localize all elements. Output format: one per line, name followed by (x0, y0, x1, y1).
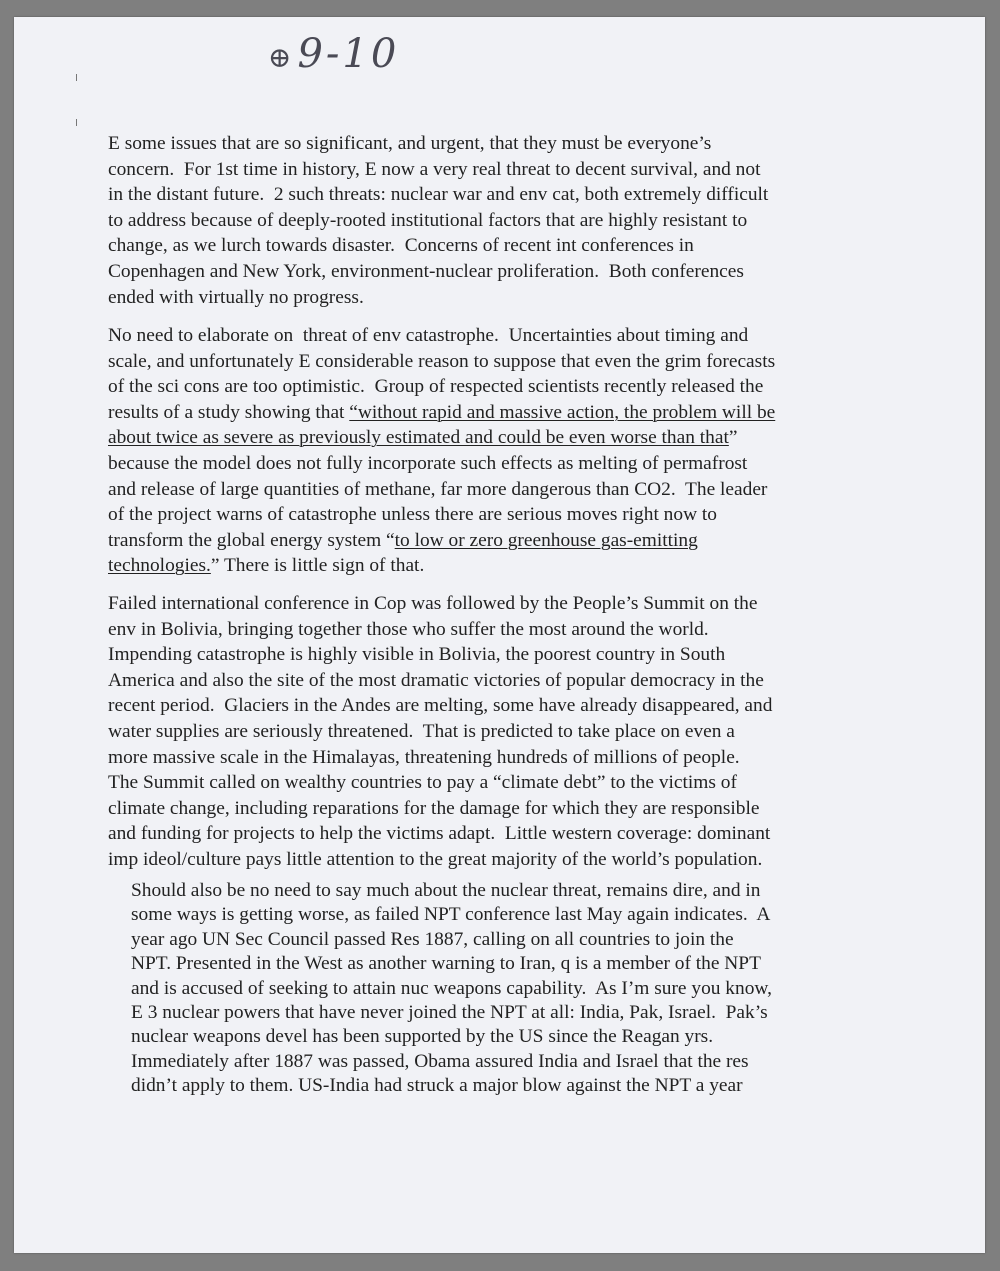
text-line: E some issues that are so significant, and urgent, that they must be everyone’s (108, 133, 712, 154)
text-line: scale, and unfortunately E considerable reason to suppose that even the grim forecasts (108, 350, 776, 372)
text-line (108, 528, 775, 554)
text-line: ended with virtually no progress. (108, 286, 364, 308)
margin-tick-mark (76, 74, 77, 81)
text-line: Immediately after 1887 was passed, Obama assured India and Israel that the res (131, 1050, 749, 1072)
text-line: env in Bolivia, bringing together those who suffer the most around the world. (108, 618, 709, 640)
text-line: year ago UN Sec Council passed Res 1887, calling on all countries to join the (131, 928, 734, 950)
text-line: to address because of deeply-rooted institutional factors that are highly resistant to (108, 209, 748, 231)
text-line: No need to elaborate on threat of env catastrophe. Uncertainties about timing and (108, 325, 749, 346)
document-page (14, 17, 985, 1253)
paragraph-threats-overview (108, 131, 768, 310)
paragraph-peoples-summit-bolivia (108, 591, 772, 873)
paragraph-environmental-catastrophe (108, 323, 775, 579)
underlined-quote: about twice as severe as previously estimated and could be even worse than that (108, 427, 729, 449)
text-line: Copenhagen and New York, environment-nuclear proliferation. Both conferences (108, 260, 744, 282)
handwritten-mark: ⊕ (268, 41, 292, 74)
text-line (108, 400, 775, 426)
text-line: and funding for projects to help the victims adapt. Little western coverage: dominant (108, 823, 771, 845)
text-line: climate change, including reparations for the damage for which they are responsible (108, 797, 760, 819)
text-line: because the model does not fully incorporate such effects as melting of permafrost (108, 452, 748, 474)
underlined-quote: technologies. (108, 555, 211, 577)
handwritten-page-numbers: 9-10 (297, 31, 400, 77)
text-line: didn’t apply to them. US-India had struck a major blow against the NPT a year (131, 1075, 743, 1097)
text-plain: results of a study showing that (108, 401, 350, 423)
text-plain: transform the global energy system “ (108, 529, 395, 551)
handwritten-page-annotation (268, 31, 399, 77)
text-line: imp ideol/culture pays little attention to the great majority of the world’s population. (108, 848, 763, 870)
text-line: water supplies are seriously threatened. That is predicted to take place on even a (108, 720, 735, 742)
text-line: Failed international conference in Cop was followed by the People’s Summit on the (108, 593, 758, 614)
text-line: and release of large quantities of methane, far more dangerous than CO2. The leader (108, 478, 768, 500)
text-line (108, 425, 775, 451)
text-line: E 3 nuclear powers that have never joined the NPT at all: India, Pak, Israel. Pak’s (131, 1002, 768, 1024)
text-line: concern. For 1st time in history, E now a very real threat to decent survival, and not (108, 158, 761, 180)
text-line: America and also the site of the most dramatic victories of popular democracy in the (108, 669, 764, 691)
underlined-quote: to low or zero greenhouse gas-emitting (394, 529, 698, 551)
text-line: NPT. Presented in the West as another warning to Iran, q is a member of the NPT (131, 953, 761, 975)
paragraph-nuclear-threat (131, 879, 772, 1099)
text-line: and is accused of seeking to attain nuc weapons capability. As I’m sure you know, (131, 977, 772, 999)
text-line: of the sci cons are too optimistic. Group of respected scientists recently released the (108, 376, 764, 398)
text-line: change, as we lurch towards disaster. Concerns of recent int conferences in (108, 235, 694, 257)
text-line: nuclear weapons devel has been supported by the US since the Reagan yrs. (131, 1026, 714, 1048)
text-line: more massive scale in the Himalayas, threatening hundreds of millions of people. (108, 746, 740, 768)
text-line: Should also be no need to say much about the nuclear threat, remains dire, and in (131, 880, 761, 901)
text-line: Impending catastrophe is highly visible in Bolivia, the poorest country in South (108, 644, 726, 666)
text-line: of the project warns of catastrophe unless there are serious moves right now to (108, 504, 718, 526)
text-line: some ways is getting worse, as failed NPT conference last May again indicates. A (131, 904, 771, 926)
text-line: recent period. Glaciers in the Andes are melting, some have already disappeared, and (108, 695, 773, 717)
text-line (108, 553, 775, 579)
text-line: The Summit called on wealthy countries to pay a “climate debt” to the victims of (108, 772, 737, 794)
underlined-quote: “without rapid and massive action, the problem will be (349, 401, 776, 423)
text-line: in the distant future. 2 such threats: nuclear war and env cat, both extremely difficult (108, 184, 769, 206)
margin-tick-mark (76, 119, 77, 126)
text-plain: ” There is little sign of that. (210, 555, 425, 577)
text-plain: ” (728, 427, 738, 449)
